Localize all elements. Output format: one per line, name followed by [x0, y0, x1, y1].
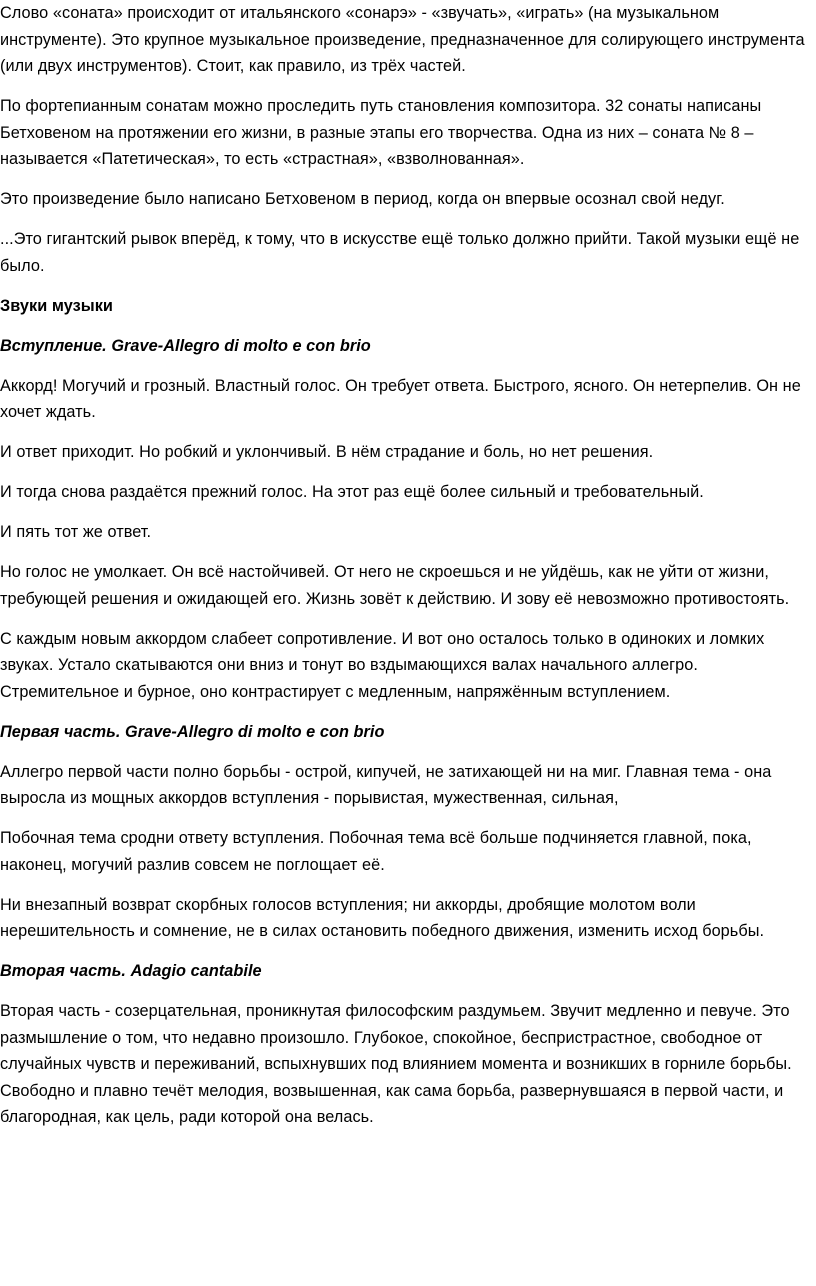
paragraph-resistance: С каждым новым аккордом слабеет сопротивление. И вот оно осталось только в одиноких и ломких звуках. Устало скатываются они вниз и тонут во вздымающихся валах начального аллегро. Стремительное и бурное, оно контрастирует с медленным, напряжённым вступлением. [0, 629, 765, 701]
paragraph-adagio: Вторая часть - созерцательная, проникнутая философским раздумьем. Звучит медленно и певуче. Это размышление о том, что недавно произошло. Глубокое, спокойное, беспристрастное, свободное от случайных чувств и переживаний, вспыхнувших под влиянием момента и возникших в горниле борьбы. Свободно и плавно течёт мелодия, возвышенная, как сама борьба, развернувшаяся в первой части, и благородная, как цель, ради которой она велась. [0, 1002, 792, 1126]
heading-sounds-of-music: Звуки музыки [0, 296, 113, 315]
paragraph-intro-sonata: Слово «соната» происходит от итальянского «сонарэ» - «звучать», «играть» (на музыкальном инструменте). Это крупное музыкальное произведение, предназначенное для солирующего инструмента (или двух инструментов). Стоит, как правило, из трёх частей. [0, 4, 805, 75]
paragraph-voice-again: И тогда снова раздаётся прежний голос. На этот раз ещё более сильный и требовательный. [0, 483, 704, 501]
paragraph-same-answer: И пять тот же ответ. [0, 523, 152, 541]
paragraph-secondary-theme: Побочная тема сродни ответу вступления. Побочная тема всё больше подчиняется главной, пока, наконец, могучий разлив совсем не поглощает её. [0, 829, 752, 874]
paragraph-allegro: Аллегро первой части полно борьбы - острой, кипучей, не затихающей ни на миг. Главная тема - она выросла из мощных аккордов вступления - порывистая, мужественная, сильная, [0, 762, 772, 807]
paragraph-leap-forward: ...Это гигантский рывок вперёд, к тому, что в искусстве ещё только должно прийти. Такой музыки ещё не было. [0, 230, 800, 275]
heading-second-movement: Вторая часть. Adagio cantabile [0, 962, 262, 980]
paragraph-answer: И ответ приходит. Но робкий и уклончивый. В нём страдание и боль, но нет решения. [0, 443, 654, 461]
paragraph-chord: Аккорд! Могучий и грозный. Властный голос. Он требует ответа. Быстрого, ясного. Он нетерпелив. Он не хочет ждать. [0, 376, 801, 421]
paragraph-illness: Это произведение было написано Бетховеном в период, когда он впервые осознал свой недуг. [0, 190, 725, 208]
paragraph-beethoven-sonatas: По фортепианным сонатам можно проследить путь становления композитора. 32 сонаты написаны Бетховеном на протяжении его жизни, в разные этапы его творчества. Одна из них – соната № 8 – называется «Патетическая», то есть «страстная», «взволнованная». [0, 97, 762, 168]
heading-first-movement: Первая часть. Grave-Allegro di molto e con brio [0, 722, 385, 741]
paragraph-victory: Ни внезапный возврат скорбных голосов вступления; ни аккорды, дробящие молотом воли нерешительность и сомнение, не в силах остановить победного движения, изменить исход борьбы. [0, 895, 765, 940]
paragraph-voice-persistent: Но голос не умолкает. Он всё настойчивей. От него не скроешься и не уйдёшь, как не уйти от жизни, требующей решения и ожидающей его. Жизнь зовёт к действию. И зову её невозможно противостоять. [0, 563, 790, 608]
heading-introduction: Вступление. Grave-Allegro di molto e con brio [0, 336, 371, 355]
